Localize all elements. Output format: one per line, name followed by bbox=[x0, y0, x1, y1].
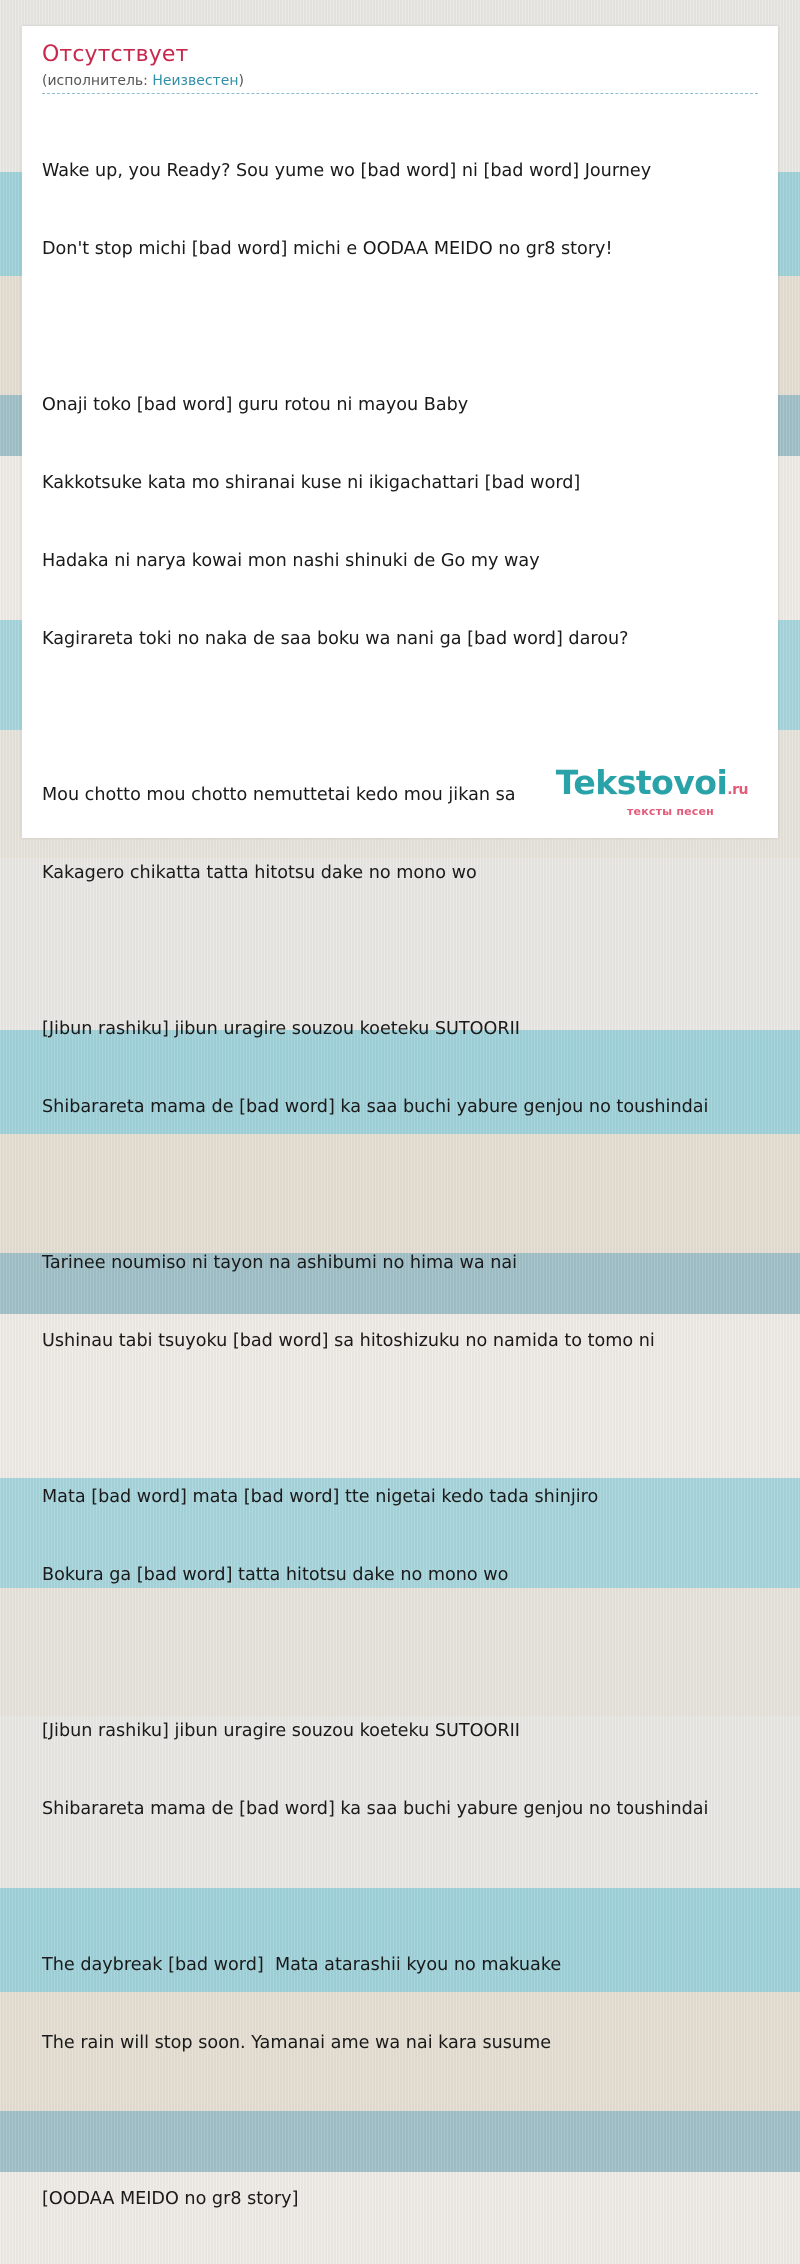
lyrics-line: Don't stop michi [bad word] michi e OODAA MEIDO no gr8 story! bbox=[42, 239, 613, 259]
logo-tagline: тексты песен bbox=[626, 805, 714, 818]
lyrics-line: Wake up, you Ready? Sou yume wo [bad word] ni [bad word] Journey bbox=[42, 161, 652, 181]
artist-prefix: (исполнитель: bbox=[42, 73, 153, 89]
lyrics-line bbox=[42, 1640, 762, 1666]
lyrics-line: Kakagero chikatta tatta hitotsu dake no mono wo bbox=[42, 863, 477, 883]
lyrics-line bbox=[42, 1406, 762, 1432]
lyrics-line bbox=[42, 314, 762, 340]
lyrics-line: Kakkotsuke kata mo shiranai kuse ni ikigachattari [bad word] bbox=[42, 473, 581, 493]
lyrics-line bbox=[42, 1874, 762, 1900]
title-divider bbox=[42, 93, 758, 94]
lyrics-line: Mou chotto mou chotto nemuttetai kedo mou jikan sa bbox=[42, 785, 516, 805]
lyrics-line: [Jibun rashiku] jibun uragire souzou koeteku SUTOORII bbox=[42, 1721, 520, 1741]
lyrics-line: The rain will stop soon. Yamanai ame wa nai kara susume bbox=[42, 2033, 552, 2053]
lyrics-line: [OODAA MEIDO no gr8 story] bbox=[42, 2189, 299, 2209]
lyrics-line: Onaji toko [bad word] guru rotou ni mayou Baby bbox=[42, 395, 469, 415]
lyrics-text bbox=[42, 106, 762, 2264]
lyrics-line: Kagirareta toki no naka de saa boku wa nani ga [bad word] darou? bbox=[42, 629, 629, 649]
logo-name: Tekstovoi bbox=[555, 763, 728, 802]
logo-tld: .ru bbox=[727, 782, 748, 798]
lyrics-line: [Jibun rashiku] jibun uragire souzou koeteku SUTOORII bbox=[42, 1019, 520, 1039]
lyrics-line bbox=[42, 2108, 762, 2134]
artist-suffix: ) bbox=[238, 73, 244, 89]
lyrics-line: Hadaka ni narya kowai mon nashi shinuki de Go my way bbox=[42, 551, 540, 571]
lyrics-line: Mata [bad word] mata [bad word] tte nigetai kedo tada shinjiro bbox=[42, 1487, 599, 1507]
lyrics-line bbox=[42, 704, 762, 730]
lyrics-line bbox=[42, 938, 762, 964]
lyrics-line: The daybreak [bad word] Mata atarashii kyou no makuake bbox=[42, 1955, 562, 1975]
lyrics-line: Shibarareta mama de [bad word] ka saa buchi yabure genjou no toushindai bbox=[42, 1097, 709, 1117]
lyrics-line bbox=[42, 1172, 762, 1198]
song-title: Отсутствует bbox=[42, 42, 189, 67]
lyrics-line: Ushinau tabi tsuyoku [bad word] sa hitoshizuku no namida to tomo ni bbox=[42, 1331, 655, 1351]
lyrics-line: Tarinee noumiso ni tayon na ashibumi no hima wa nai bbox=[42, 1253, 518, 1273]
lyrics-line: Bokura ga [bad word] tatta hitotsu dake no mono wo bbox=[42, 1565, 509, 1585]
lyrics-card bbox=[22, 26, 778, 2209]
logo-wordmark bbox=[555, 763, 748, 807]
lyrics-line: Shibarareta mama de [bad word] ka saa buchi yabure genjou no toushindai bbox=[42, 1799, 709, 1819]
artist-link[interactable]: Неизвестен bbox=[152, 73, 239, 89]
site-logo[interactable] bbox=[555, 763, 748, 818]
artist-line bbox=[42, 73, 244, 89]
